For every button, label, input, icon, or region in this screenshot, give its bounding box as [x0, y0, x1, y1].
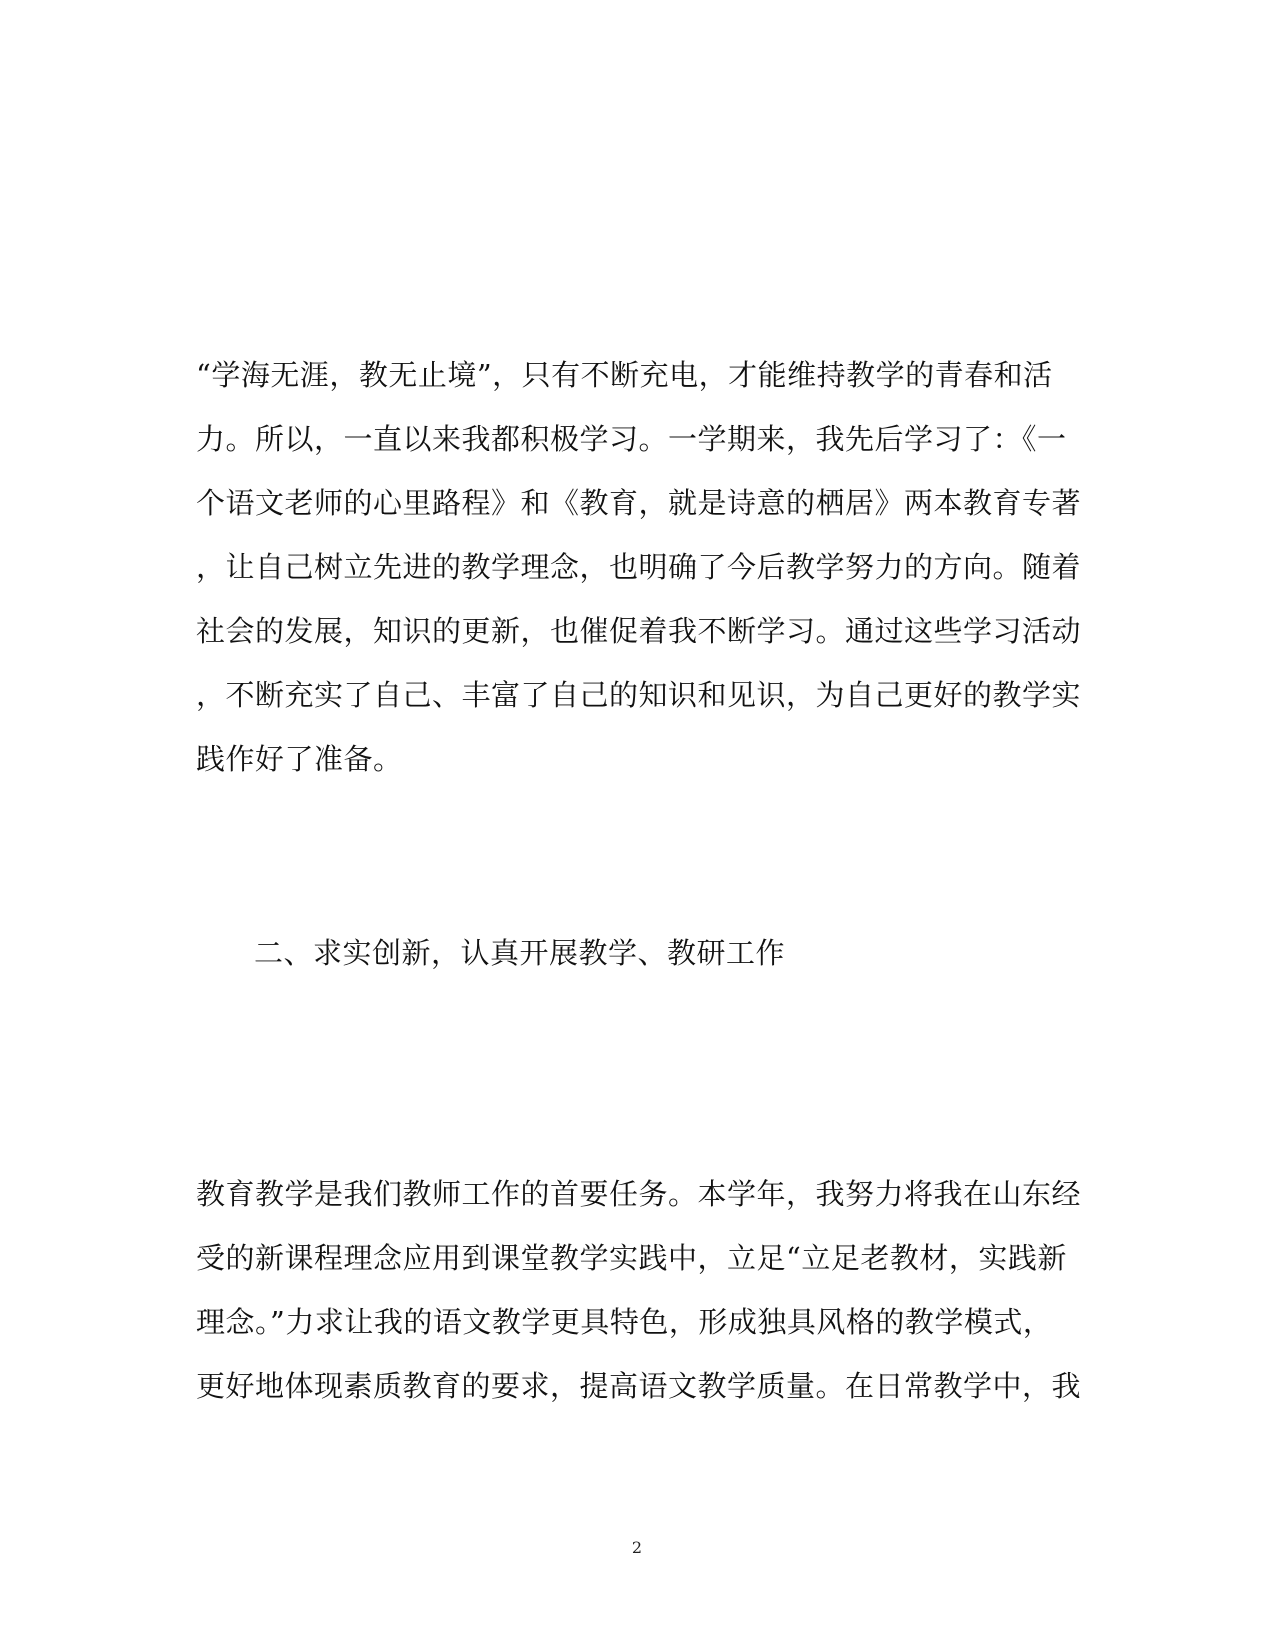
paragraph-line: 更好地体现素质教育的要求，提高语文教学质量。在日常教学中，我 [196, 1369, 1082, 1403]
paragraph-line: ，不断充实了自己、丰富了自己的知识和见识，为自己更好的教学实 [196, 678, 1082, 712]
paragraph-line: ，让自己树立先进的教学理念，也明确了今后教学努力的方向。随着 [196, 550, 1082, 584]
paragraph-line: 践作好了准备。 [196, 742, 403, 776]
section-heading: 二、求实创新，认真开展教学、教研工作 [254, 936, 786, 970]
paragraph-line: 教育教学是我们教师工作的首要任务。本学年，我努力将我在山东经 [196, 1177, 1082, 1211]
paragraph-line: “学海无涯，教无止境”，只有不断充电，才能维持教学的青春和活 [196, 358, 1053, 392]
paragraph-line: 个语文老师的心里路程》和《教育，就是诗意的栖居》两本教育专著 [196, 486, 1082, 520]
paragraph-line: 理念。”力求让我的语文教学更具特色，形成独具风格的教学模式， [196, 1305, 1053, 1339]
paragraph-line: 力。所以，一直以来我都积极学习。一学期来，我先后学习了：《一 [196, 422, 1067, 456]
paragraph-line: 社会的发展，知识的更新，也催促着我不断学习。通过这些学习活动 [196, 614, 1082, 648]
paragraph-line: 受的新课程理念应用到课堂教学实践中，立足“立足老教材，实践新 [196, 1241, 1067, 1275]
page-number: 2 [631, 1538, 643, 1557]
